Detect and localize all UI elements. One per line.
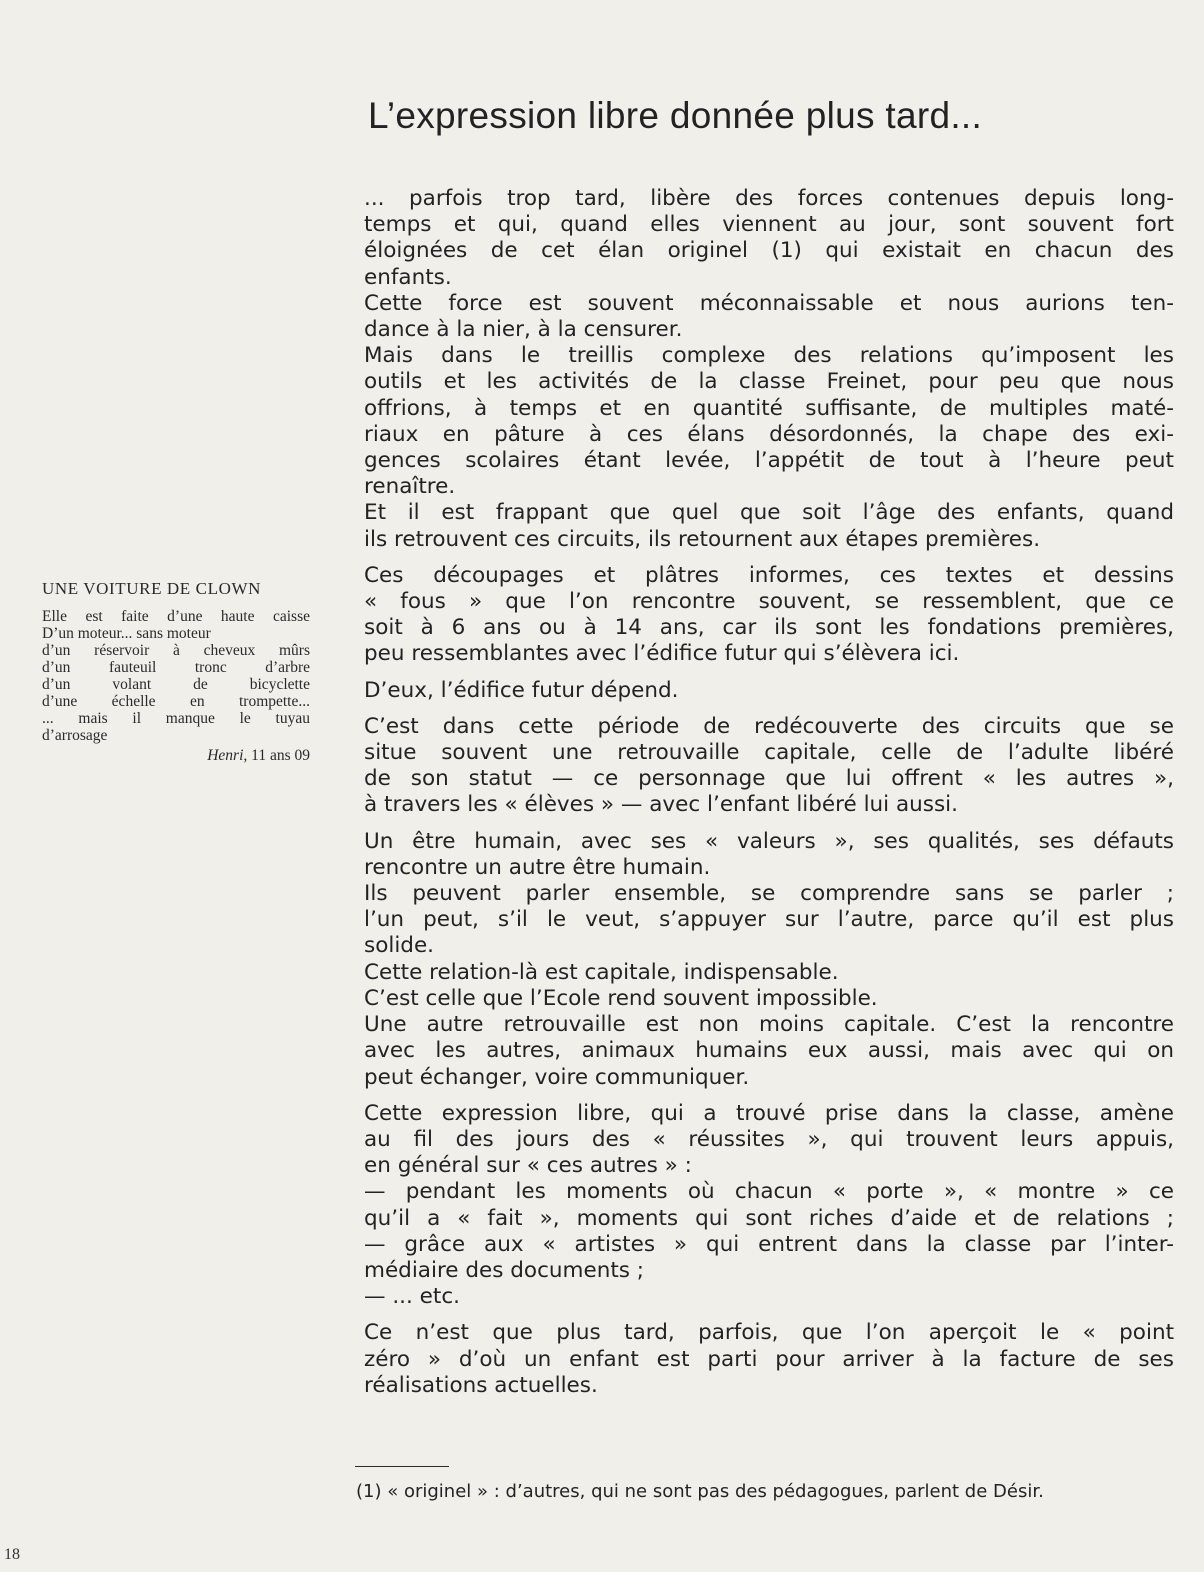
poem-title: UNE VOITURE DE CLOWN: [42, 579, 261, 598]
text-line: outils et les activités de la classe Freinet, pour peu que nous: [364, 369, 1174, 395]
poem-author-age: 11 ans 09: [251, 747, 310, 764]
text-line: D’eux, l’édifice futur dépend.: [364, 677, 679, 703]
paragraph: [364, 678, 1174, 704]
poem-line: Elle est faite d’une haute caisse: [42, 608, 310, 625]
text-line: réalisations actuelles.: [364, 1372, 598, 1398]
text-line: peu ressemblantes avec l’édifice futur qui s’élèvera ici.: [364, 641, 960, 667]
paragraph: [364, 1101, 1174, 1311]
text-line: C’est celle que l’Ecole rend souvent impossible.: [364, 985, 878, 1011]
text-line: en général sur « ces autres » :: [364, 1153, 692, 1179]
text-line: ... parfois trop tard, libère des forces contenues depuis long-: [364, 186, 1174, 211]
text-line: « fous » que l’on rencontre souvent, se ressemblent, que ce: [364, 589, 1174, 615]
poem-author: Henri,: [207, 747, 248, 764]
footnote: (1) « originel » : d’autres, qui ne sont pas des pédagogues, parlent de Désir.: [356, 1481, 1044, 1502]
poem-line: d’une échelle en trompette...: [42, 693, 310, 710]
poem-line: d’un fauteuil tronc d’arbre: [42, 659, 310, 676]
text-line: Un être humain, avec ses « valeurs », ses qualités, ses défauts: [364, 828, 1174, 854]
text-line: rencontre un autre être humain.: [364, 854, 711, 880]
text-line: avec les autres, animaux humains eux aussi, mais avec qui on: [364, 1038, 1174, 1064]
poem-line: ... mais il manque le tuyau: [42, 710, 310, 727]
paragraph-gap: [364, 553, 1174, 563]
text-line: ils retrouvent ces circuits, ils retournent aux étapes premières.: [364, 526, 1041, 552]
paragraph: [364, 186, 1174, 553]
paragraph: [364, 1320, 1174, 1399]
text-line: qu’il a « fait », moments qui sont riches d’aide et de relations ;: [364, 1205, 1174, 1231]
text-line: renaître.: [364, 474, 456, 500]
paragraph-gap: [364, 1310, 1174, 1320]
text-line: dance à la nier, à la censurer.: [364, 317, 683, 343]
text-line: gences scolaires étant levée, l’appétit de tout à l’heure peut: [364, 448, 1174, 474]
paragraph: [364, 563, 1174, 668]
text-line: Ces découpages et plâtres informes, ces textes et dessins: [364, 562, 1174, 588]
poem-line: d’un réservoir à cheveux mûrs: [42, 642, 310, 659]
text-line: Cette expression libre, qui a trouvé prise dans la classe, amène: [364, 1100, 1174, 1126]
poem-line: D’un moteur... sans moteur: [42, 625, 211, 642]
paragraph-gap: [364, 704, 1174, 714]
text-line: Et il est frappant que quel que soit l’âge des enfants, quand: [364, 500, 1174, 526]
poem-line: d’arrosage: [42, 727, 108, 744]
poem-body: [42, 608, 310, 744]
footnote-rule: [355, 1466, 449, 1467]
text-line: solide.: [364, 933, 435, 959]
text-line: offrions, à temps et en quantité suffisante, de multiples maté-: [364, 395, 1174, 421]
text-line: Une autre retrouvaille est non moins capitale. C’est la rencontre: [364, 1012, 1174, 1038]
page-number: 18: [4, 1546, 20, 1563]
page-title: L’expression libre donnée plus tard...: [368, 95, 983, 136]
text-line: situe souvent une retrouvaille capitale, celle de l’adulte libéré: [364, 740, 1174, 766]
text-line: — grâce aux « artistes » qui entrent dans la classe par l’inter-: [364, 1231, 1174, 1257]
text-line: peut échanger, voire communiquer.: [364, 1064, 750, 1090]
text-line: Cette relation-là est capitale, indispensable.: [364, 959, 839, 985]
text-line: zéro » d’où un enfant est parti pour arriver à la facture de ses: [364, 1346, 1174, 1372]
poem-signature: [42, 746, 310, 766]
text-line: Ce n’est que plus tard, parfois, que l’on aperçoit le « point: [364, 1320, 1174, 1346]
text-line: à travers les « élèves » — avec l’enfant libéré lui aussi.: [364, 792, 958, 818]
paragraph-gap: [364, 819, 1174, 829]
text-line: au fil des jours des « réussites », qui trouvent leurs appuis,: [364, 1126, 1174, 1152]
paragraph-gap: [364, 1091, 1174, 1101]
text-line: temps et qui, quand elles viennent au jour, sont souvent fort: [364, 212, 1174, 238]
text-line: Cette force est souvent méconnaissable et nous aurions ten-: [364, 290, 1174, 316]
main-text-column: [364, 186, 1174, 1399]
poem-line: d’un volant de bicyclette: [42, 676, 310, 693]
paragraph: [364, 829, 1174, 1091]
text-line: l’un peut, s’il le veut, s’appuyer sur l’autre, parce qu’il est plus: [364, 907, 1174, 933]
paragraph: [364, 714, 1174, 819]
text-line: C’est dans cette période de redécouverte des circuits que se: [364, 713, 1174, 739]
text-line: Mais dans le treillis complexe des relations qu’imposent les: [364, 343, 1174, 369]
paragraph-gap: [364, 668, 1174, 678]
text-line: — ... etc.: [364, 1284, 460, 1310]
sidebar-poem: [42, 578, 310, 766]
text-line: soit à 6 ans ou à 14 ans, car ils sont les fondations premières,: [364, 615, 1174, 641]
text-line: de son statut — ce personnage que lui offrent « les autres »,: [364, 766, 1174, 792]
text-line: riaux en pâture à ces élans désordonnés, la chape des exi-: [364, 421, 1174, 447]
text-line: médiaire des documents ;: [364, 1257, 645, 1283]
text-line: enfants.: [364, 264, 452, 290]
text-line: Ils peuvent parler ensemble, se comprendre sans se parler ;: [364, 881, 1174, 907]
text-line: éloignées de cet élan originel (1) qui existait en chacun des: [364, 238, 1174, 264]
text-line: — pendant les moments où chacun « porte », « montre » ce: [364, 1179, 1174, 1205]
